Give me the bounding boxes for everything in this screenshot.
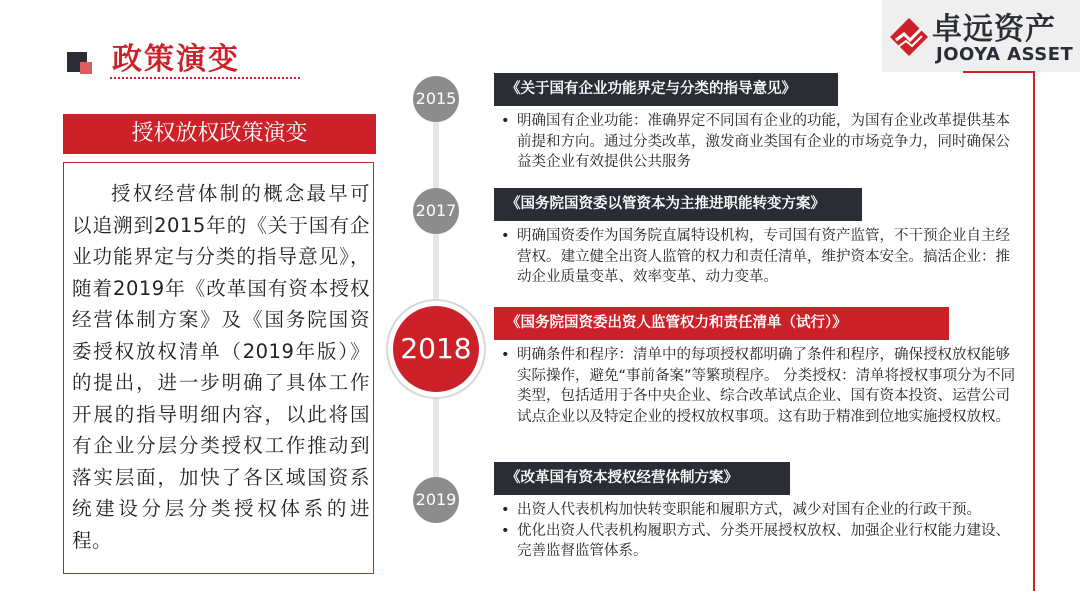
title-underline: [110, 77, 300, 79]
title-decoration-accent: [80, 62, 92, 74]
frame-line-top: [963, 71, 1035, 73]
list-item: • 明确国资委作为国务院直属特设机构，专司国有资产监管，不干预企业自主经营权。建立健全出资人监管的权力和责任清单，维护资本安全。搞活企业：推动企业质量变革、效率变革、动力变革。: [501, 228, 1010, 285]
page-title: 政策演变: [112, 42, 240, 77]
section-subheader: 授权放权政策演变: [63, 114, 376, 154]
year-marker-2019: 2019: [413, 477, 459, 523]
policy-header-2018: 《国务院国资委出资人监管权力和责任清单（试行）》: [494, 307, 949, 340]
logo-text-cn: 卓远资产: [932, 12, 1056, 47]
frame-line-right: [1033, 71, 1035, 591]
logo-text-en: JOOYA ASSET: [936, 44, 1074, 65]
year-marker-2018: 2018: [393, 306, 479, 392]
list-item: • 明确条件和程序：清单中的每项授权都明确了条件和程序，确保授权放权能够实际操作，避免“事前备案”等繁琐程序。 分类授权：清单将授权事项分为不同类型，包括适用于各中央企业、综合改革试点企业、国有资本投资、运营公司试点企业以及特定企业的授权放权事项。这有助于精准到位地实施授权放权。: [501, 347, 1016, 425]
policy-header-2019: 《改革国有资本授权经营体制方案》: [494, 462, 790, 495]
list-item: • 优化出资人代表机构履职方式、分类开展授权放权、加强企业行权能力建设、完善监督监管体系。: [501, 522, 1010, 559]
policy-bullets-2017: [499, 226, 1020, 288]
body-text: 授权经营体制的概念最早可以追溯到2015年的《关于国有企业功能界定与分类的指导意见》，随着2019年《改革国有资本授权经营体制方案》及《国务院国资委授权放权清单（2019年版）》的提出，进一步明确了具体工作开展的指导明细内容，以此将国有企业分层分类授权工作推动到落实层面，加快了各区域国资系统建设分层分类授权体系的进程。: [72, 182, 370, 552]
year-marker-2015: 2015: [413, 76, 459, 122]
policy-header-2015: 《关于国有企业功能界定与分类的指导意见》: [494, 73, 838, 106]
logo-mark-icon: [888, 16, 930, 58]
list-item: • 明确国有企业功能：准确界定不同国有企业的功能，为国有企业改革提供基本前提和方向。通过分类改革，激发商业类国有企业的市场竞争力，同时确保公益类企业有效提供公共服务: [501, 113, 1010, 170]
policy-bullets-2018: [499, 345, 1020, 427]
year-marker-2017: 2017: [413, 188, 459, 234]
policy-header-2017: 《国务院国资委以管资本为主推进职能转变方案》: [494, 188, 862, 221]
timeline-line: [433, 100, 439, 500]
policy-bullets-2015: [499, 111, 1020, 173]
policy-bullets-2019: [499, 500, 1020, 562]
list-item: • 出资人代表机构加快转变职能和履职方式，减少对国有企业的行政干预。: [501, 502, 981, 518]
